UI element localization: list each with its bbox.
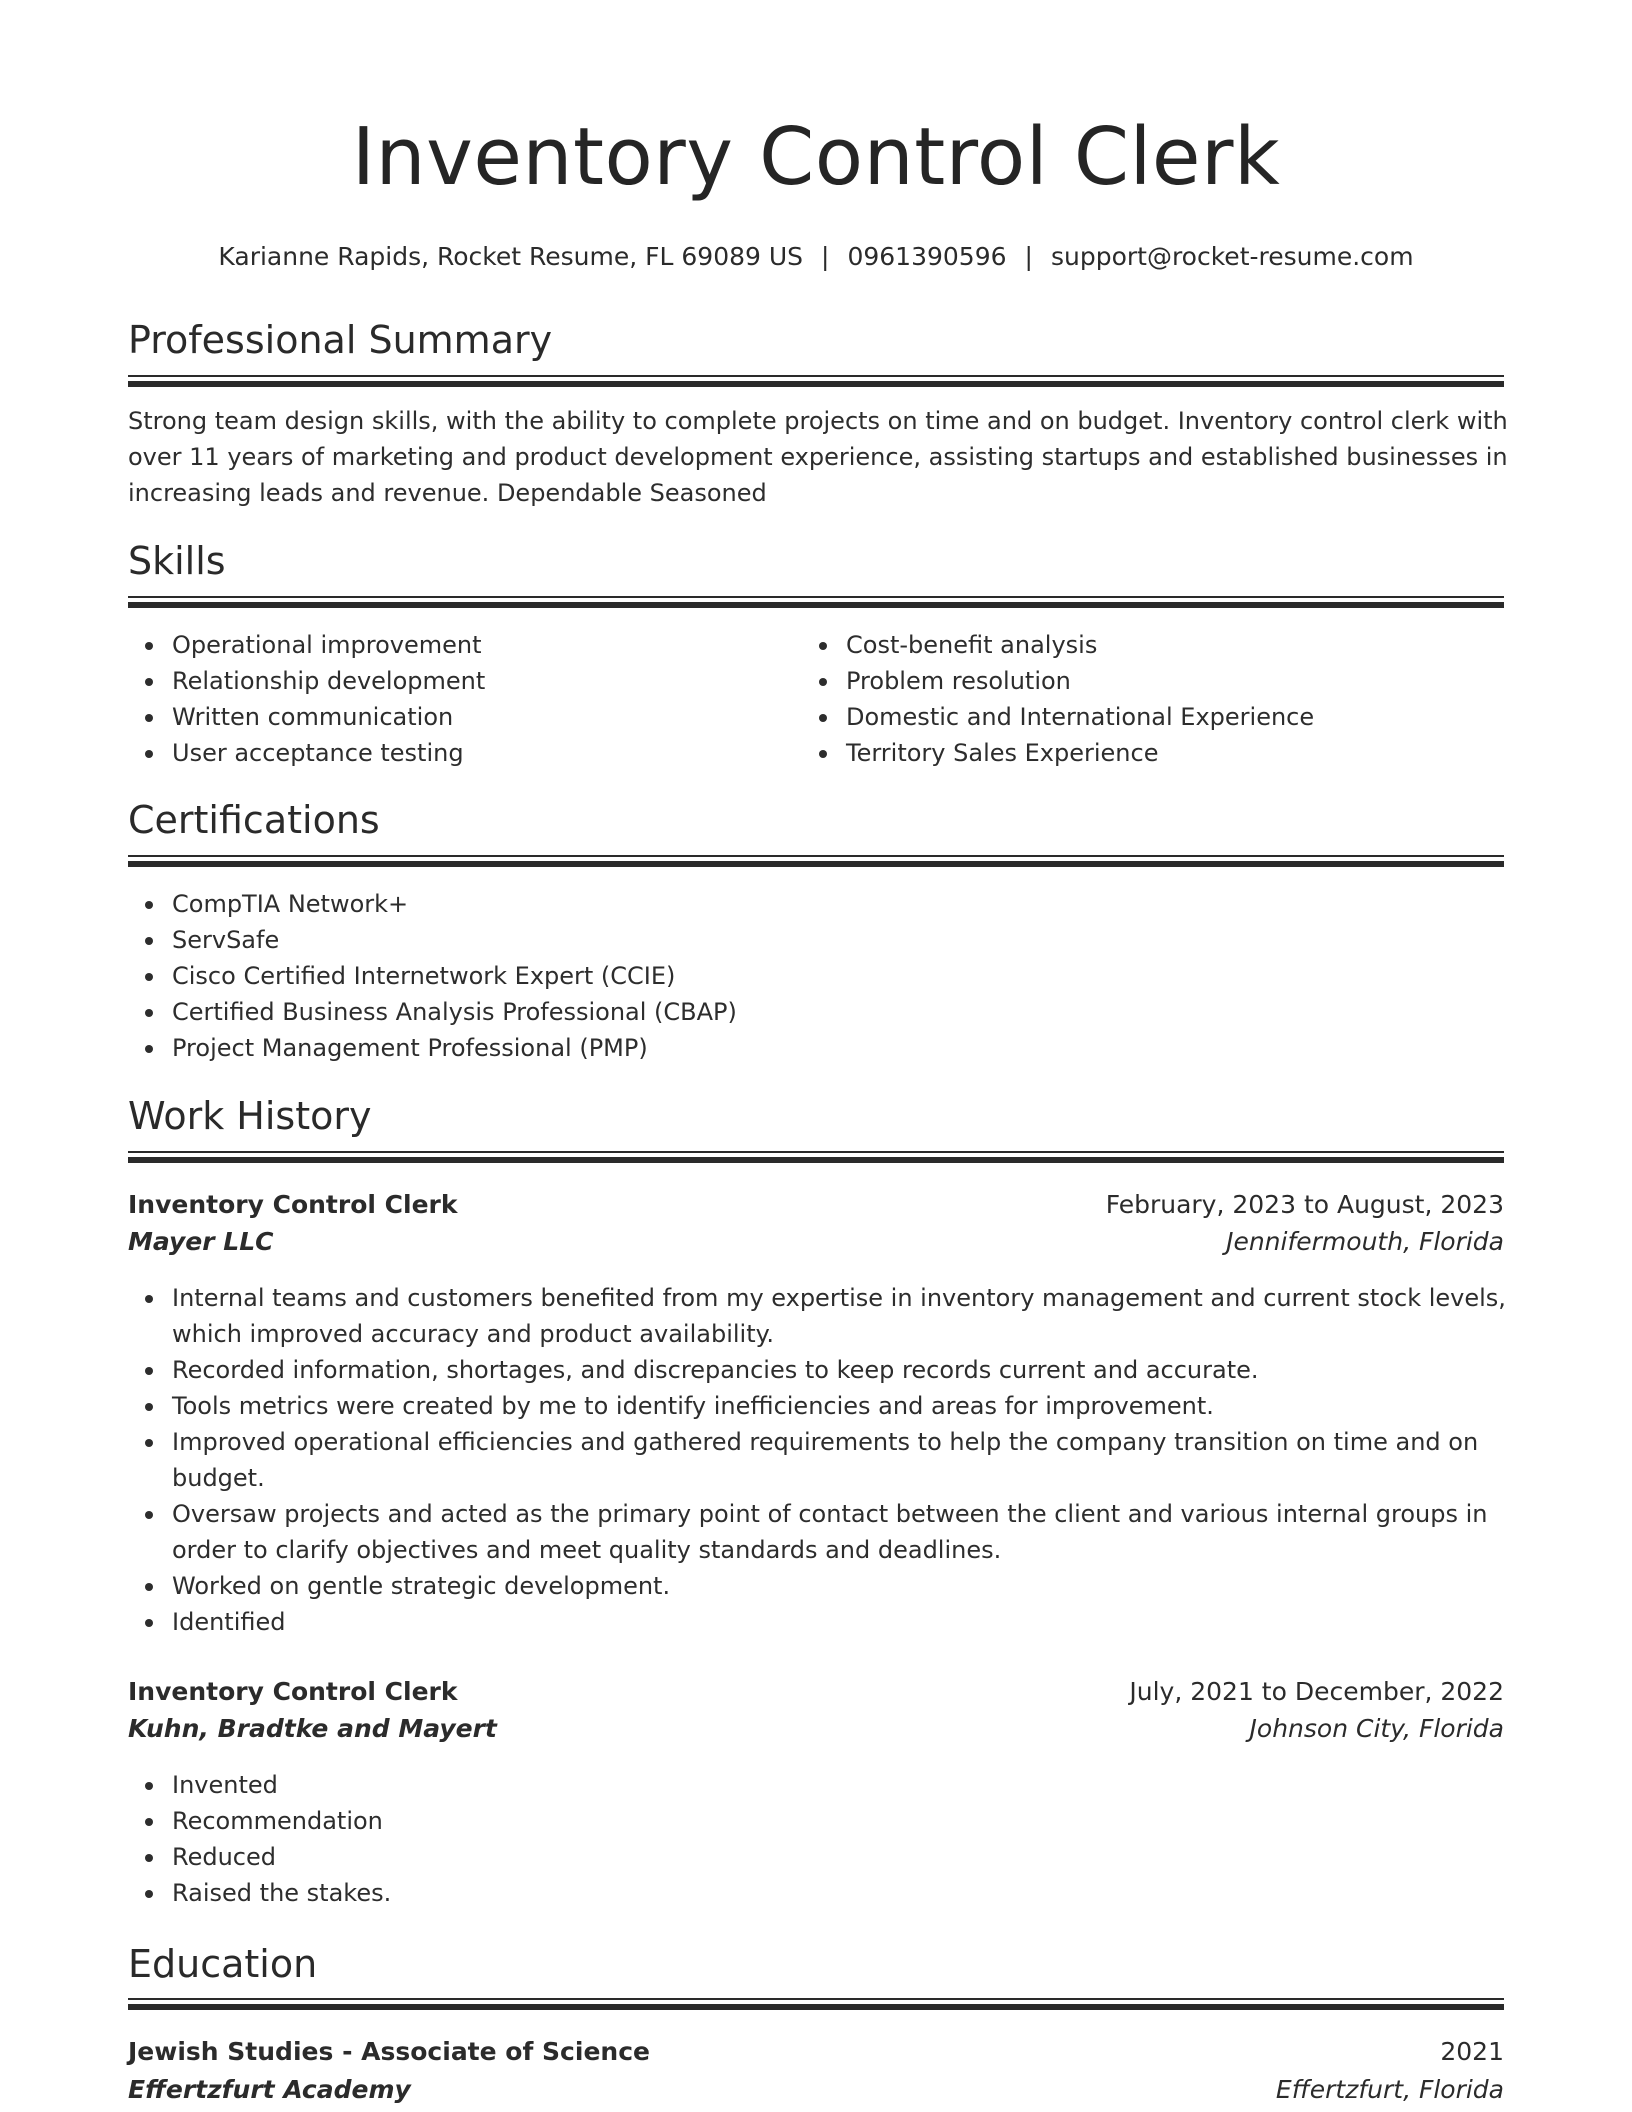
job-dates: July, 2021 to December, 2022 xyxy=(1129,1677,1504,1706)
skill-item: User acceptance testing xyxy=(172,735,792,771)
certification-item: ServSafe xyxy=(172,922,1502,958)
skill-item: Cost-benefit analysis xyxy=(846,627,1546,663)
job-bullet: Worked on gentle strategic development. xyxy=(172,1568,1548,1604)
job-bullet: Recorded information, shortages, and discrepancies to keep records current and accurate. xyxy=(172,1352,1548,1388)
skills-list-right xyxy=(802,627,1546,771)
job-bullet: Oversaw projects and acted as the primary point of contact between the client and various internal groups in order to clarify objectives and meet quality standards and deadlines. xyxy=(172,1496,1548,1568)
job-bullet: Reduced xyxy=(172,1839,1548,1875)
certifications-list xyxy=(128,886,1502,1066)
section-title-certifications: Certifications xyxy=(128,798,380,842)
job-bullet: Identified xyxy=(172,1604,1548,1640)
resume-name: Inventory Control Clerk xyxy=(351,111,1281,203)
section-title-skills: Skills xyxy=(128,539,226,583)
job-location: Johnson City, Florida xyxy=(1249,1714,1504,1743)
job-bullet: Improved operational efficiencies and gathered requirements to help the company transition on time and on budget. xyxy=(172,1424,1548,1496)
job-company: Kuhn, Bradtke and Mayert xyxy=(128,1714,497,1743)
contact-line xyxy=(0,242,1632,272)
job-bullet: Internal teams and customers benefited from my expertise in inventory management and current stock levels, which improved accuracy and product availability. xyxy=(172,1280,1548,1352)
job-bullet: Tools metrics were created by me to identify inefficiencies and areas for improvement. xyxy=(172,1388,1548,1424)
skill-item: Relationship development xyxy=(172,663,792,699)
section-divider xyxy=(128,855,1504,867)
job-bullets xyxy=(128,1280,1548,1640)
contact-email: support@rocket-resume.com xyxy=(1050,242,1414,271)
section-title-summary: Professional Summary xyxy=(128,318,553,362)
contact-phone: 0961390596 xyxy=(847,242,1007,271)
certification-item: CompTIA Network+ xyxy=(172,886,1502,922)
certification-item: Project Management Professional (PMP) xyxy=(172,1030,1502,1066)
section-title-education: Education xyxy=(128,1942,318,1986)
job-title: Inventory Control Clerk xyxy=(128,1677,458,1706)
summary-text: Strong team design skills, with the ability to complete projects on time and on budget. Inventory control clerk with over 11 years of marketing and product development experience, assisting startups and established businesses in increasing leads and revenue. Dependable Seasoned xyxy=(128,407,1508,507)
contact-separator: | xyxy=(1024,242,1033,271)
certification-item: Cisco Certified Internetwork Expert (CCIE) xyxy=(172,958,1502,994)
skill-item: Written communication xyxy=(172,699,792,735)
section-divider xyxy=(128,596,1504,608)
section-divider xyxy=(128,1998,1504,2010)
section-title-work-history: Work History xyxy=(128,1094,372,1138)
job-bullet: Recommendation xyxy=(172,1803,1548,1839)
job-dates: February, 2023 to August, 2023 xyxy=(1105,1190,1504,1219)
education-year: 2021 xyxy=(1440,2037,1504,2066)
education-degree: Jewish Studies - Associate of Science xyxy=(128,2037,650,2066)
skill-item: Problem resolution xyxy=(846,663,1546,699)
contact-separator: | xyxy=(821,242,830,271)
education-location: Effertzfurt, Florida xyxy=(1275,2075,1504,2104)
section-divider xyxy=(128,1151,1504,1163)
certification-item: Certified Business Analysis Professional (CBAP) xyxy=(172,994,1502,1030)
education-school: Effertzfurt Academy xyxy=(128,2075,411,2104)
skill-item: Operational improvement xyxy=(172,627,792,663)
contact-address: Karianne Rapids, Rocket Resume, FL 69089 US xyxy=(218,242,804,271)
skills-list-left xyxy=(128,627,792,771)
job-location: Jennifermouth, Florida xyxy=(1226,1227,1504,1256)
job-bullets xyxy=(128,1767,1548,1911)
job-bullet: Invented xyxy=(172,1767,1548,1803)
skill-item: Domestic and International Experience xyxy=(846,699,1546,735)
job-title: Inventory Control Clerk xyxy=(128,1190,458,1219)
skill-item: Territory Sales Experience xyxy=(846,735,1546,771)
job-bullet: Raised the stakes. xyxy=(172,1875,1548,1911)
section-divider xyxy=(128,375,1504,387)
job-company: Mayer LLC xyxy=(128,1227,274,1256)
